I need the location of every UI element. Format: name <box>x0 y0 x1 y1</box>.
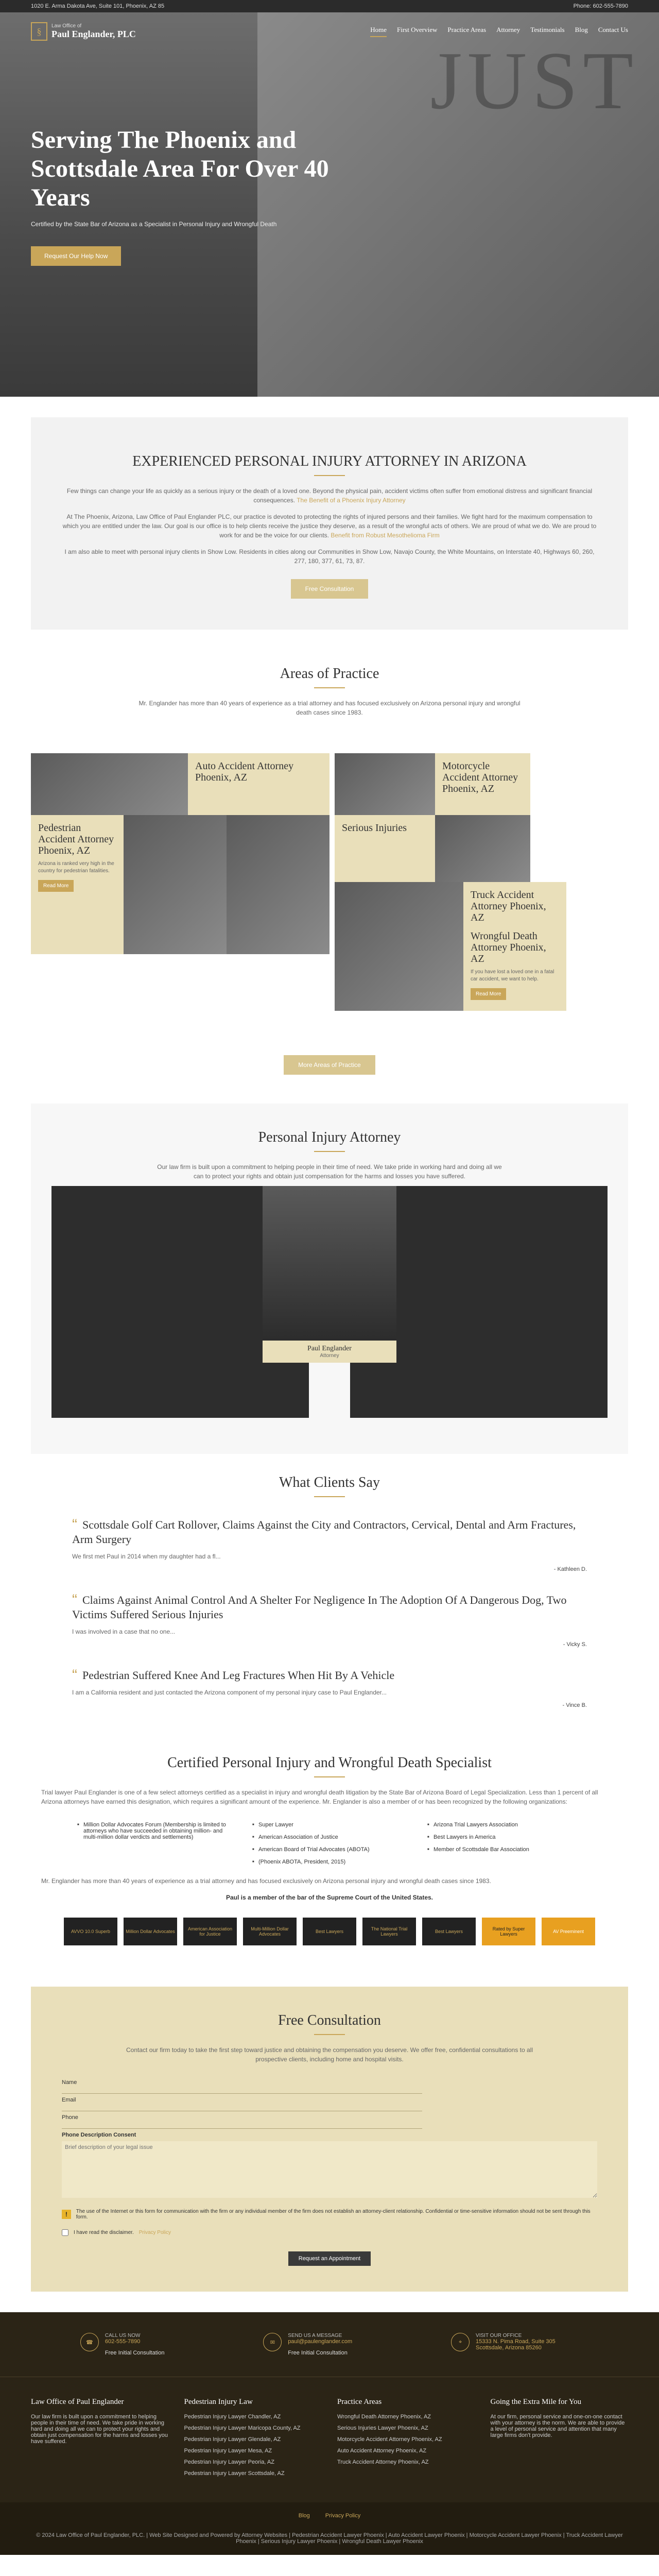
quote-icon: “ <box>72 1591 77 1608</box>
footer-link[interactable]: Pedestrian Injury Lawyer Chandler, AZ <box>184 2414 281 2420</box>
nav-attorney[interactable]: Attorney <box>496 26 521 33</box>
attorney-photo-row <box>51 1186 608 1428</box>
main-nav <box>0 12 659 50</box>
visit-label: VISIT OUR OFFICE <box>476 2333 522 2338</box>
areas-title: Areas of Practice <box>280 666 379 682</box>
nav-practice-areas[interactable]: Practice Areas <box>447 26 487 33</box>
nav-menu <box>370 26 628 37</box>
logo-small: Law Office of <box>51 23 82 29</box>
org-item: ■ Arizona Trial Lawyers Association <box>427 1822 582 1828</box>
tile-text: Arizona is ranked very high in the country for pedestrian fatalities. <box>38 861 114 874</box>
tile-title: Pedestrian Accident Attorney Phoenix, AZ <box>38 822 114 856</box>
footer-col-title: Practice Areas <box>337 2398 382 2406</box>
logo[interactable] <box>31 22 136 41</box>
copyright: © 2024 Law Office of Paul Englander, PLC. | Web Site Designed and Powered by Attorney Websites | Pedestrian Accident Lawyer Phoenix | Auto Accident Lawyer Phoenix | Motorcycle Accident Lawyer Phoenix | Truck Accident Lawyer Phoenix | Serious Injury Lawyer Phoenix | Wrongful Death Lawyer Phoenix <box>36 2532 623 2545</box>
contact-call[interactable] <box>80 2333 165 2356</box>
cert-bold: Paul is a member of the bar of the Supreme Court of the United States. <box>226 1894 433 1901</box>
footer-extra-text: At our firm, personal service and one-on-one contact with your attorney is the norm. We are able to provide a level of personal service and attention that many large firms don't provide. <box>490 2414 625 2438</box>
intro-p2: At The Phoenix, Arizona, Law Office of Paul Englander PLC, our practice is devoted to protecting the rights of injured persons and their families. We fight hard for the maximum compensation to which you are entitled under the law. Our goal is our office is to help clients receive the justice they deserve, as a result of the wrongful acts of others. We are proud of what we do. We are proud to work for and be the voice for our clients. Benefit from Robust Mesothelioma Firm <box>62 513 597 539</box>
call-label: CALL US NOW <box>105 2333 141 2338</box>
footer-columns <box>0 2377 659 2502</box>
mail-label: SEND US A MESSAGE <box>288 2333 342 2338</box>
footer-link[interactable]: Pedestrian Injury Lawyer Maricopa County, AZ <box>184 2425 301 2431</box>
disclaimer <box>62 2209 597 2220</box>
cert-note: Mr. Englander has more than 40 years of experience as a trial attorney and has focused exclusively on Arizona personal injury and wrongful death cases since 1983. <box>41 1877 491 1885</box>
intro-title: EXPERIENCED PERSONAL INJURY ATTORNEY IN ARIZONA <box>132 453 527 469</box>
tile-title: Motorcycle Accident Attorney Phoenix, AZ <box>442 760 518 794</box>
top-phone[interactable]: Phone: 602-555-7890 <box>573 3 628 9</box>
review-item[interactable] <box>31 1518 628 1572</box>
footer-privacy-link[interactable]: Privacy Policy <box>325 2513 361 2519</box>
divider <box>314 687 345 688</box>
review-title: Scottsdale Golf Cart Rollover, Claims Against the City and Contractors, Cervical, Dental and Arm Fractures, Arm Surgery <box>72 1518 576 1546</box>
org-item: ■ Member of Scottsdale Bar Association <box>427 1846 582 1853</box>
description-textarea[interactable] <box>62 2141 597 2198</box>
badge-avvo: AVVO 10.0 Superb <box>64 1918 117 1945</box>
footer-blog-link[interactable]: Blog <box>298 2513 310 2519</box>
badge-best-lawyers-2: Best Lawyers <box>422 1918 476 1945</box>
nav-home[interactable]: Home <box>370 26 387 37</box>
mail-address: paul@paulenglander.com <box>288 2338 353 2345</box>
contact-visit[interactable] <box>451 2333 579 2356</box>
nav-testimonials[interactable]: Testimonials <box>530 26 565 33</box>
footer-link[interactable]: Pedestrian Injury Lawyer Glendale, AZ <box>184 2436 281 2443</box>
name-field[interactable] <box>62 2086 422 2094</box>
read-more-button[interactable]: Read More <box>471 988 506 1000</box>
attorney-name: Paul Englander <box>307 1345 352 1352</box>
review-item[interactable] <box>31 1668 628 1708</box>
divider <box>314 475 345 476</box>
footer-link[interactable]: Motorcycle Accident Attorney Phoenix, AZ <box>337 2436 442 2443</box>
divider <box>314 2034 345 2035</box>
mail-sub: Free Initial Consultation <box>288 2350 348 2356</box>
tile-auto[interactable] <box>188 753 330 815</box>
agree-row <box>62 2229 597 2236</box>
org-col-1 <box>77 1822 232 1871</box>
call-number: 602-555-7890 <box>105 2338 141 2345</box>
tile-serious-injuries[interactable] <box>335 815 435 882</box>
reviews-section <box>0 1454 659 1729</box>
org-item: ■ Super Lawyer <box>252 1822 407 1828</box>
org-col-3 <box>427 1822 582 1871</box>
attorney-photo <box>263 1186 396 1341</box>
quote-icon: “ <box>72 1667 77 1684</box>
submit-button[interactable]: Request an Appointment <box>288 2251 371 2266</box>
more-areas-button[interactable]: More Areas of Practice <box>284 1055 375 1075</box>
hero-engraving: JUST <box>430 35 638 126</box>
hero <box>0 12 659 397</box>
logo-icon: § <box>31 22 47 41</box>
email-field[interactable] <box>62 2103 422 2111</box>
tile-photo-motorcycle <box>335 753 435 815</box>
call-sub: Free Initial Consultation <box>105 2350 165 2356</box>
cert-title: Certified Personal Injury and Wrongful Death Specialist <box>167 1755 492 1771</box>
badge-super-lawyers: Rated by Super Lawyers <box>482 1918 535 1945</box>
read-more-button[interactable]: Read More <box>38 880 74 892</box>
footer-link[interactable]: Wrongful Death Attorney Phoenix, AZ <box>337 2414 431 2420</box>
badge-av: AV Preeminent <box>542 1918 595 1945</box>
footer-col-extra <box>491 2398 629 2482</box>
agree-text: I have read the disclaimer. <box>74 2230 134 2235</box>
submit-wrap <box>62 2236 597 2266</box>
review-author: - Vince B. <box>562 1702 587 1708</box>
badge-row <box>31 1918 628 1945</box>
cert-section <box>0 1729 659 1966</box>
tile-photo-pedestrian <box>124 815 227 954</box>
footer-link[interactable]: Truck Accident Attorney Phoenix, AZ <box>337 2459 429 2465</box>
org-item: ■ American Board of Trial Advocates (ABOTA) <box>252 1846 407 1853</box>
review-author: - Kathleen D. <box>553 1566 587 1572</box>
attorney-caption <box>263 1341 396 1363</box>
hero-title: Serving The Phoenix and Scottsdale Area For Over 40 Years <box>31 126 329 211</box>
footer-col-title: Pedestrian Injury Law <box>184 2398 253 2406</box>
areas-grid <box>31 753 628 1083</box>
tile-pedestrian[interactable] <box>31 815 124 954</box>
footer-col-practice <box>337 2398 475 2482</box>
org-col-2 <box>252 1822 407 1871</box>
divider <box>314 1151 345 1152</box>
contact-mail[interactable] <box>263 2333 352 2356</box>
privacy-link[interactable]: Privacy Policy <box>138 2230 171 2235</box>
footer-about-text: Our law firm is built upon a commitment to helping people in their time of need. We take pride in working hard and doing all we can to protect your rights and obtain just compensation for the harms and losses you have suffered. <box>31 2414 168 2445</box>
review-item[interactable] <box>31 1593 628 1648</box>
footer-link[interactable]: Pedestrian Injury Lawyer Scottsdale, AZ <box>184 2470 285 2477</box>
reviews-title: What Clients Say <box>279 1475 380 1490</box>
tile-photo-auto <box>31 753 188 815</box>
contact-row <box>0 2312 659 2377</box>
footer-col-title: Law Office of Paul Englander <box>31 2398 124 2406</box>
intro-p1: Few things can change your life as quickly as a serious injury or the death of a loved one. Beyond the physical pain, accident victims often suffer from emotional distress and significant financial consequences. The Benefit of a Phoenix Injury Attorney <box>66 487 593 504</box>
badge-ntl: The National Trial Lawyers <box>362 1918 416 1945</box>
badge-aaj: American Association for Justice <box>183 1918 237 1945</box>
footer-bottom <box>0 2502 659 2555</box>
intro-link-2[interactable]: Benefit from Robust Mesothelioma Firm <box>331 532 440 539</box>
review-title: Pedestrian Suffered Knee And Leg Fractures When Hit By A Vehicle <box>82 1669 395 1682</box>
org-item: ■ Million Dollar Advocates Forum (Membership is limited to attorneys who have succeeded in obtaining million- and multi-million dollar verdicts and settlements) <box>77 1822 232 1840</box>
divider <box>314 1496 345 1497</box>
org-item: ■ American Association of Justice <box>252 1834 407 1840</box>
footer-col-pedestrian <box>184 2398 322 2482</box>
top-address: 1020 E. Arma Dakota Ave, Suite 101, Phoenix, AZ 85 <box>31 3 165 9</box>
review-text: I am a California resident and just contacted the Arizona component of my personal injury case to Paul Englander... <box>72 1689 387 1696</box>
footer-col-about <box>31 2398 169 2482</box>
badge-million: Million Dollar Advocates <box>124 1918 177 1945</box>
tile-truck[interactable] <box>463 882 566 923</box>
tile-title: Wrongful Death Attorney Phoenix, AZ <box>471 930 546 964</box>
tile-title: Auto Accident Attorney Phoenix, AZ <box>195 760 294 783</box>
intro-section <box>31 417 628 630</box>
divider <box>314 1776 345 1777</box>
nav-contact[interactable]: Contact Us <box>598 26 628 33</box>
mail-icon: ✉ <box>263 2333 282 2351</box>
intro-link-1[interactable]: The Benefit of a Phoenix Injury Attorney <box>297 497 406 504</box>
areas-section <box>0 630 659 738</box>
tile-photo-crash <box>227 815 330 954</box>
areas-text: Mr. Englander has more than 40 years of experience as a trial attorney and has focused exclusively on Arizona personal injury and wrongful death cases since 1983. <box>138 700 521 716</box>
tile-wrongful-death[interactable] <box>463 923 566 1011</box>
attorney-card[interactable] <box>263 1186 396 1363</box>
badge-multi-million: Multi-Million Dollar Advocates <box>243 1918 297 1945</box>
quote-icon: “ <box>72 1516 77 1533</box>
consult-section <box>31 1987 628 2292</box>
cert-text: Trial lawyer Paul Englander is one of a few select attorneys certified as a specialist in injury and wrongful death litigation by the State Bar of Arizona Board of Legal Specialization. Less than 1 percent of all Arizona attorneys have earned this designation, which requires a significant amount of the experience. Mr. Englander is also a member of or has been recognized by the following organizations: <box>41 1789 598 1805</box>
consult-title: Free Consultation <box>278 2012 381 2028</box>
attorney-role: Attorney <box>320 1353 339 1359</box>
field-label: Phone Description Consent <box>62 2132 136 2138</box>
footer-link[interactable]: Auto Accident Attorney Phoenix, AZ <box>337 2448 427 2454</box>
areas-more-wrap <box>31 1042 628 1075</box>
attorney-text: Our law firm is built upon a commitment to helping people in their time of need. We take pride in working hard and doing all we can to protect your rights and obtain just compensation for the harms and losses you have suffered. <box>157 1163 502 1180</box>
consult-form <box>62 2079 597 2266</box>
phone-icon: ☎ <box>80 2333 99 2351</box>
review-text: I was involved in a case that no one... <box>72 1628 176 1635</box>
warning-icon: ! <box>62 2210 71 2219</box>
attorney-title: Personal Injury Attorney <box>258 1129 401 1145</box>
logo-name: Paul Englander, PLC <box>51 29 136 39</box>
visit-address: 15333 N. Pima Road, Suite 305 Scottsdale, Arizona 85260 <box>476 2338 556 2351</box>
org-item: ■ (Phoenix ABOTA, President, 2015) <box>252 1859 407 1865</box>
tile-photo-truck <box>335 882 463 1011</box>
field-label: Name <box>62 2079 77 2086</box>
footer-bottom-links <box>31 2513 628 2519</box>
nav-first-overview[interactable]: First Overview <box>397 26 438 33</box>
footer <box>0 2312 659 2555</box>
review-title: Claims Against Animal Control And A Shelter For Negligence In The Adoption Of A Dangerous Dog, Two Victims Suffered Serious Injuries <box>72 1594 567 1621</box>
nav-blog[interactable]: Blog <box>575 26 588 33</box>
field-label: Email <box>62 2097 76 2103</box>
badge-best-lawyers: Best Lawyers <box>303 1918 356 1945</box>
location-icon: ⌖ <box>451 2333 470 2351</box>
org-item: ■ Best Lawyers in America <box>427 1834 582 1840</box>
review-author: - Vicky S. <box>563 1641 587 1648</box>
disclaimer-text: The use of the Internet or this form for communication with the firm or any individual member of the firm does not establish an attorney-client relationship. Confidential or time-sensitive information should not be sent through this form. <box>76 2209 591 2220</box>
tile-motorcycle[interactable] <box>435 753 530 815</box>
attorney-section <box>31 1104 628 1454</box>
footer-col-title: Going the Extra Mile for You <box>490 2398 582 2406</box>
tile-title: Truck Accident Attorney Phoenix, AZ <box>471 889 546 923</box>
footer-link[interactable]: Pedestrian Injury Lawyer Mesa, AZ <box>184 2448 272 2454</box>
footer-link[interactable]: Serious Injuries Lawyer Phoenix, AZ <box>337 2425 428 2431</box>
phone-field[interactable] <box>62 2121 422 2129</box>
intro-cta-button[interactable]: Free Consultation <box>291 579 369 599</box>
tile-photo-injury <box>435 815 530 882</box>
field-label: Phone <box>62 2114 78 2121</box>
hero-text <box>31 126 350 266</box>
agree-checkbox[interactable] <box>62 2229 68 2236</box>
intro-p3: I am also able to meet with personal injury clients in Show Low. Residents in cities along our Communities in Show Low, Navajo County, the White Mountains, on Interstate 40, Highways 60, 260, 277, 180, 377, 61, 73, 87. <box>64 548 595 565</box>
tile-title: Serious Injuries <box>342 822 407 834</box>
org-columns <box>31 1822 628 1871</box>
review-text: We first met Paul in 2014 when my daughter had a fl... <box>72 1553 221 1560</box>
hero-subtitle: Certified by the State Bar of Arizona as a Specialist in Personal Injury and Wrongful Death <box>31 221 277 228</box>
footer-link[interactable]: Pedestrian Injury Lawyer Peoria, AZ <box>184 2459 274 2465</box>
top-bar <box>0 0 659 12</box>
consult-text: Contact our firm today to take the first step toward justice and obtaining the compensation you deserve. We offer free, confidential consultations to all prospective clients, including home and hospital visits. <box>126 2046 533 2063</box>
hero-cta-button[interactable]: Request Our Help Now <box>31 246 121 266</box>
tile-text: If you have lost a loved one in a fatal car accident, we want to help. <box>471 969 554 982</box>
